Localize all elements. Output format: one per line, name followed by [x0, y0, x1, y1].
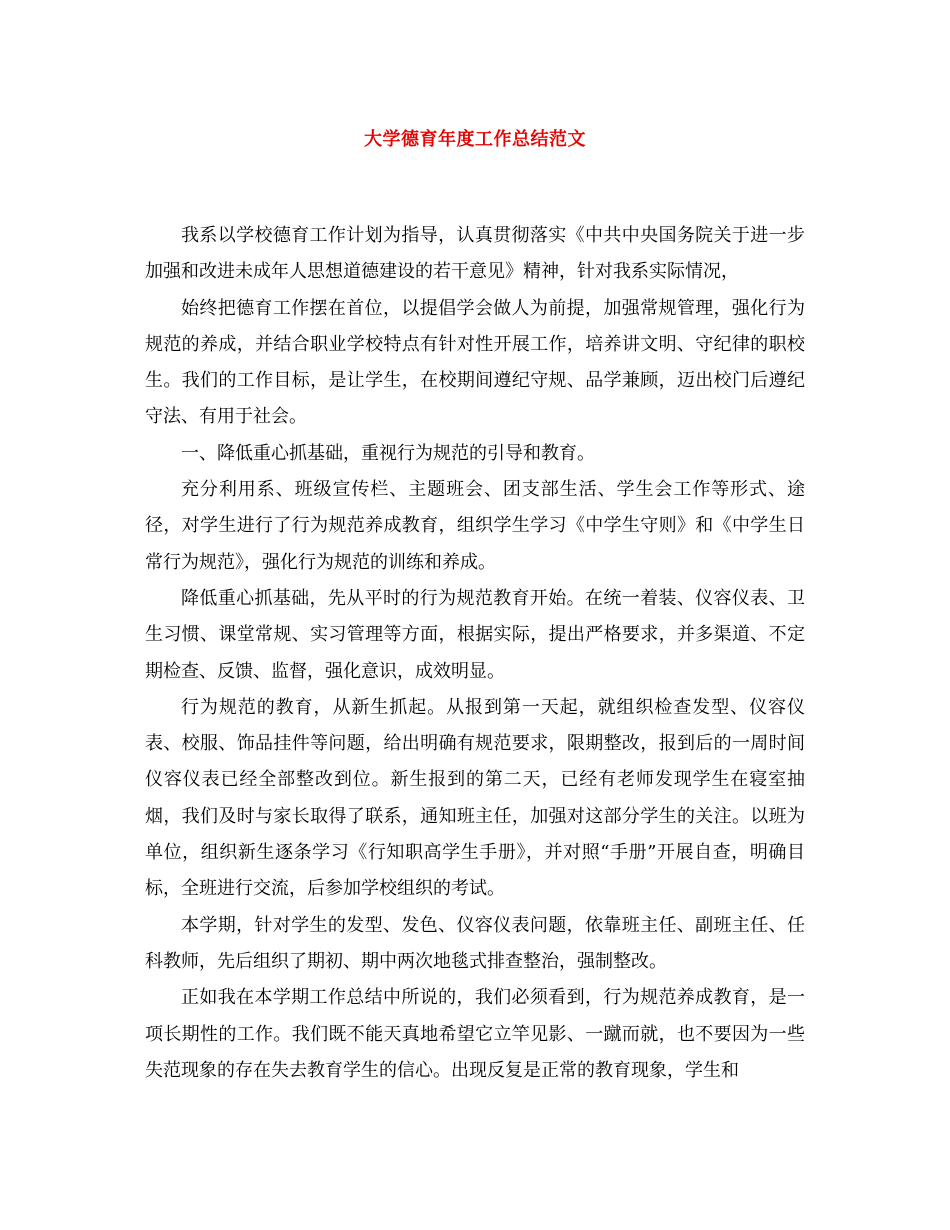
paragraph: 行为规范的教育，从新生抓起。从报到第一天起，就组织检查发型、仪容仪表、校服、饰品挂件等问题，给出明确有规范要求，限期整改，报到后的一周时间仪容仪表已经全部整改到位。新生报到的第二天，已经有老师发现学生在寝室抽烟，我们及时与家长取得了联系，通知班主任，加强对这部分学生的关注。以班为单位，组织新生逐条学习《行知职高学生手册》，并对照“手册”开展自查，明确目标，全班进行交流，后参加学校组织的考试。 [145, 696, 805, 900]
paragraph: 正如我在本学期工作总结中所说的，我们必须看到，行为规范养成教育，是一项长期性的工作。我们既不能天真地希望它立竿见影、一蹴而就，也不要因为一些失范现象的存在失去教育学生的信心。出现反复是正常的教育现象，学生和 [145, 987, 805, 1081]
document-body [145, 218, 805, 1089]
document-title: 大学德育年度工作总结范文 [364, 129, 586, 150]
paragraph: 降低重心抓基础，先从平时的行为规范教育开始。在统一着装、仪容仪表、卫生习惯、课堂常规、实习管理等方面，根据实际，提出严格要求，并多渠道、不定期检查、反馈、监督，强化意识，成效明显。 [145, 587, 805, 682]
paragraph: 本学期，针对学生的发型、发色、仪容仪表问题，依靠班主任、副班主任、任科教师，先后组织了期初、期中两次地毯式排查整治，强制整改。 [145, 914, 805, 972]
paragraph: 我系以学校德育工作计划为指导，认真贯彻落实《中共中央国务院关于进一步加强和改进未成年人思想道德建设的若干意见》精神，针对我系实际情况， [145, 225, 805, 283]
paragraph: 始终把德育工作摆在首位，以提倡学会做人为前提，加强常规管理，强化行为规范的养成，并结合职业学校特点有针对性开展工作，培养讲文明、守纪律的职校生。我们的工作目标，是让学生，在校期间遵纪守规、品学兼顾，迈出校门后遵纪守法、有用于社会。 [145, 297, 805, 428]
section-heading: 一、降低重心抓基础，重视行为规范的引导和教育。 [181, 442, 595, 464]
paragraph: 充分利用系、班级宣传栏、主题班会、团支部生活、学生会工作等形式、途径，对学生进行了行为规范养成教育，组织学生学习《中学生守则》和《中学生日常行为规范》，强化行为规范的训练和养成。 [145, 479, 805, 573]
